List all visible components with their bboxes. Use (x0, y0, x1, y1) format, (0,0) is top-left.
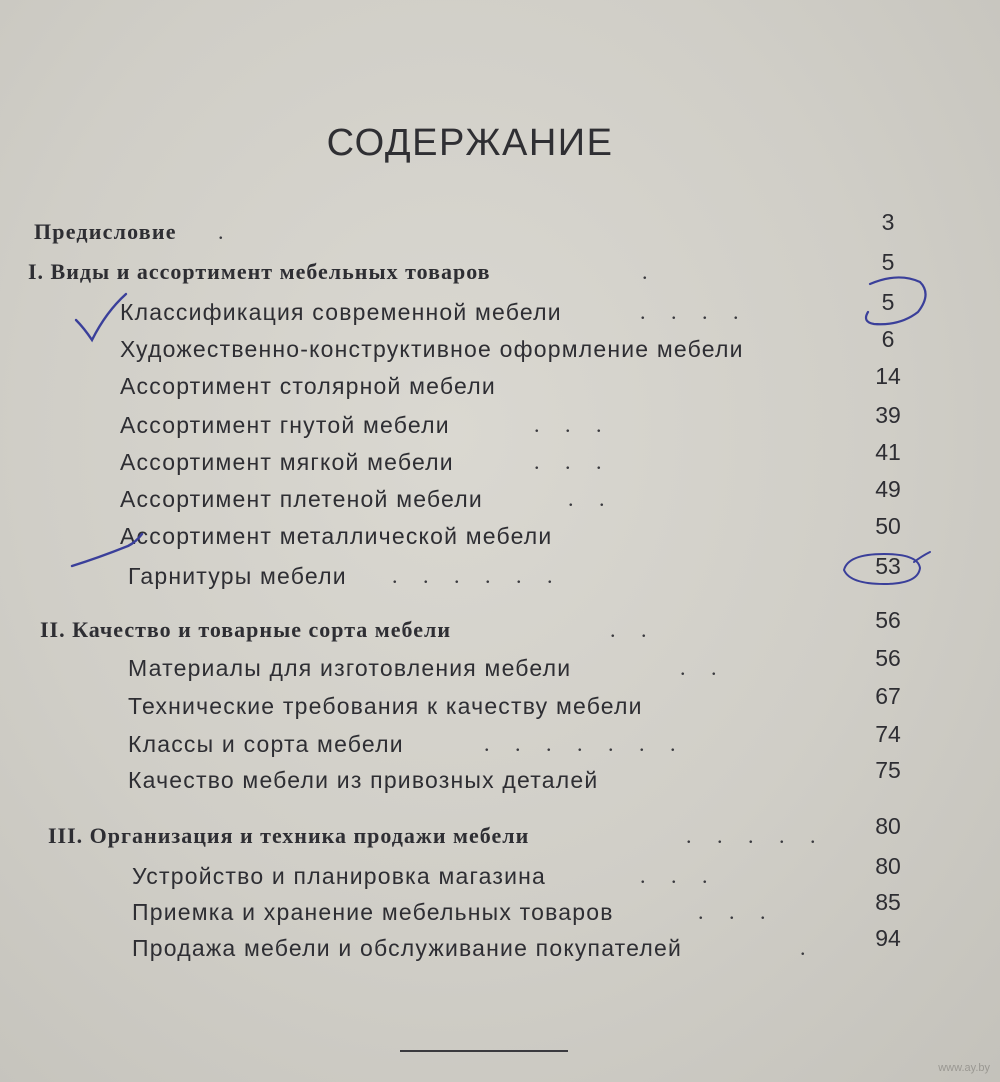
toc-entry-label: Ассортимент мягкой мебели (120, 449, 454, 475)
page-title: СОДЕРЖАНИЕ (326, 122, 614, 164)
toc-page-number: 75 (875, 757, 901, 783)
toc-entry-label: Продажа мебели и обслуживание покупателей (132, 935, 683, 961)
toc-section-1 (0, 249, 1000, 292)
toc-entry-label: II. Качество и товарные сорта мебели (40, 617, 452, 642)
toc-leader-dots: . . (680, 655, 727, 680)
toc-leader-dots: . (800, 935, 816, 960)
toc-page-number: 94 (875, 925, 901, 951)
toc-entry (0, 476, 1000, 519)
toc-page-number: 74 (875, 721, 901, 747)
toc-section-2 (0, 607, 1000, 650)
toc-page-number: 5 (881, 249, 895, 275)
toc-entry-label: Гарнитуры мебели (128, 563, 347, 589)
toc-section-3 (0, 813, 1000, 856)
toc-entry-label: Ассортимент металлической мебели (120, 523, 553, 549)
toc-entry-label: Классификация современной мебели (120, 299, 562, 325)
toc-entry (0, 326, 1000, 369)
toc-entry-label: Ассортимент плетеной мебели (120, 486, 483, 512)
bottom-rule (400, 1050, 568, 1052)
toc-page-number: 14 (875, 363, 901, 389)
toc-leader-dots: . . . . . . . (484, 731, 686, 756)
toc-entry-label: Приемка и хранение мебельных товаров (132, 899, 614, 925)
toc-leader-dots: . (218, 219, 234, 244)
toc-page-number: 56 (875, 645, 901, 671)
toc-entry (0, 289, 1000, 332)
toc-entry (0, 439, 1000, 482)
toc-entry-label: Предисловие (34, 219, 177, 244)
toc-leader-dots: . . . . (640, 299, 749, 324)
toc-leader-dots: . . . . . (686, 823, 826, 848)
toc-leader-dots: . (642, 259, 658, 284)
toc-entry (0, 757, 1000, 800)
toc-page-number: 67 (875, 683, 901, 709)
toc-page-number: 3 (881, 209, 895, 235)
toc-entry (0, 645, 1000, 688)
toc-entry-label: Классы и сорта мебели (128, 731, 404, 757)
toc-page-number: 80 (875, 853, 901, 879)
toc-page-number: 80 (875, 813, 901, 839)
toc-entry (0, 683, 1000, 726)
toc-entry (0, 553, 1000, 596)
toc-entry-label: III. Организация и техника продажи мебели (48, 823, 530, 848)
toc-page-number: 85 (875, 889, 901, 915)
toc-page-number: 6 (881, 326, 895, 352)
toc-leader-dots: . . (568, 486, 615, 511)
toc-entry (0, 925, 1000, 968)
toc-page-number: 49 (875, 476, 901, 502)
toc-entry-label: Материалы для изготовления мебели (128, 655, 572, 681)
toc-entry-preface (0, 209, 1000, 252)
toc-leader-dots: . . (610, 617, 657, 642)
toc-page-number: 41 (875, 439, 901, 465)
toc-entry (0, 721, 1000, 764)
toc-leader-dots: . . . (534, 449, 612, 474)
toc-page-number: 53 (875, 553, 901, 579)
toc-entry (0, 513, 1000, 556)
toc-entry (0, 363, 1000, 406)
toc-entry-label: Качество мебели из привозных деталей (128, 767, 599, 793)
toc-leader-dots: . . . (534, 412, 612, 437)
toc-entry-label: Ассортимент гнутой мебели (120, 412, 450, 438)
toc-entry-label: Устройство и планировка магазина (132, 863, 547, 889)
toc-entry-label: I. Виды и ассортимент мебельных товаров (28, 259, 491, 284)
toc-entry-label: Ассортимент столярной мебели (120, 373, 496, 399)
toc-page-number: 39 (875, 402, 901, 428)
toc-page-number: 5 (881, 289, 895, 315)
toc-page-number: 56 (875, 607, 901, 633)
site-watermark: www.ay.by (938, 1062, 990, 1074)
toc-entry-label: Технические требования к качеству мебели (128, 693, 643, 719)
toc-leader-dots: . . . (698, 899, 776, 924)
toc-leader-dots: . . . . . . (392, 563, 563, 588)
toc-page-number: 50 (875, 513, 901, 539)
toc-entry-label: Художественно-конструктивное оформление мебели (120, 336, 744, 362)
toc-entry (0, 889, 1000, 932)
toc-entry (0, 853, 1000, 896)
toc-entry (0, 402, 1000, 445)
toc-leader-dots: . . . (640, 863, 718, 888)
